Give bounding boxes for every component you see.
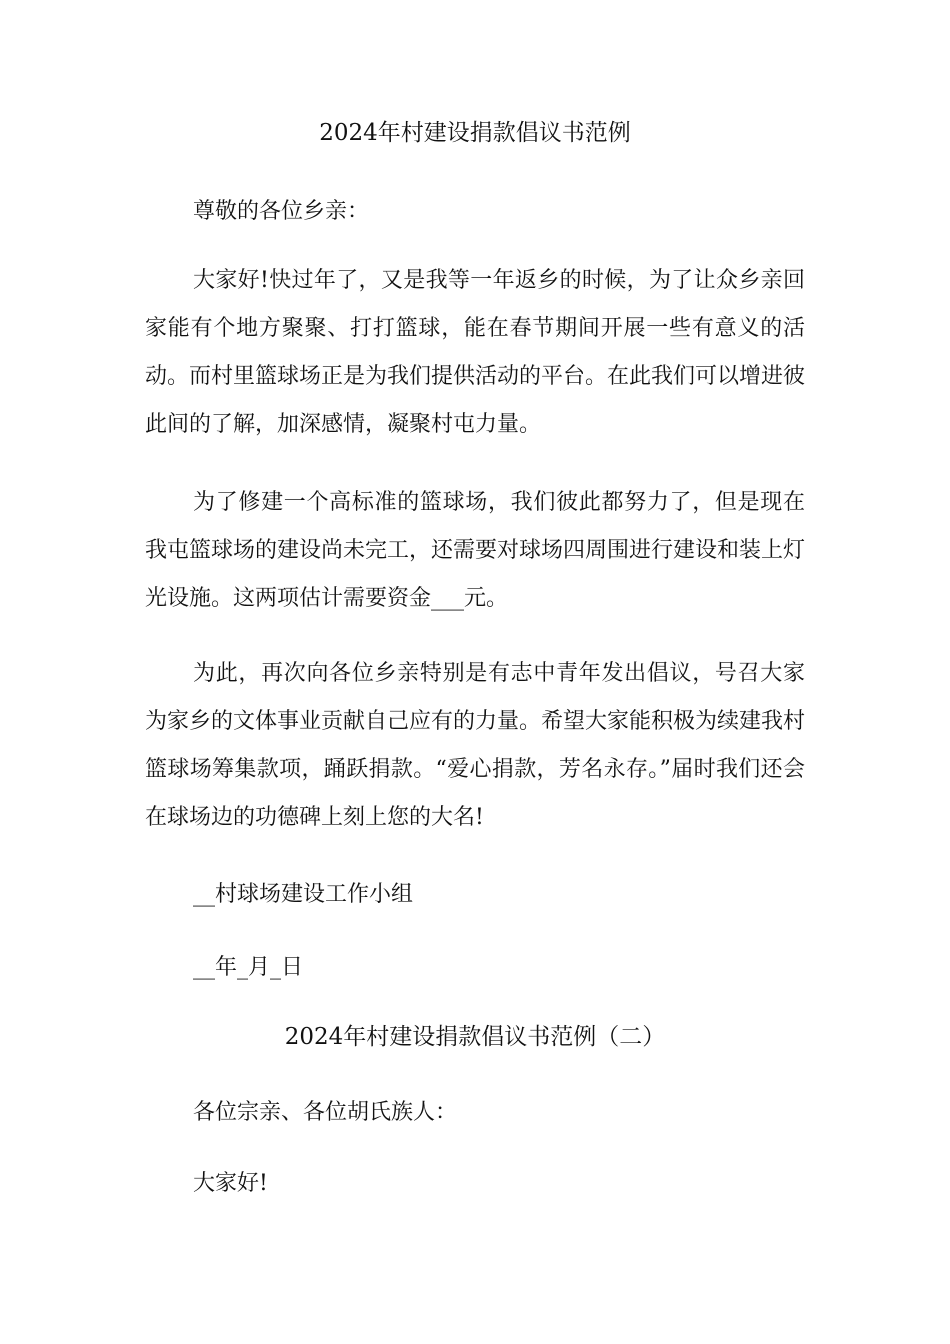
paragraph-2: 为了修建一个高标准的篮球场，我们彼此都努力了，但是现在我屯篮球场的建设尚未完工，还需要对球场四周围进行建设和装上灯光设施。这两项估计需要资金___元。 xyxy=(145,490,806,611)
signature-line: __村球场建设工作小组 xyxy=(193,882,414,907)
date-line: __年_月_日 xyxy=(193,955,304,980)
salutation-2: 各位宗亲、各位胡氏族人： xyxy=(193,1100,458,1125)
paragraph-3: 为此，再次向各位乡亲特别是有志中青年发出倡议，号召大家为家乡的文体事业贡献自己应有的力量。希望大家能积极为续建我村篮球场筹集款项，踊跃捐款。“爱心捐款，芳名永存。”届时我们还会在球场边的功德碑上刻上您的大名! xyxy=(145,661,806,830)
section-title-2: 2024年村建设捐款倡议书范例（二） xyxy=(284,1024,666,1050)
document-title: 2024年村建设捐款倡议书范例 xyxy=(319,120,631,146)
greeting-2: 大家好! xyxy=(193,1171,268,1196)
paragraph-1: 大家好!快过年了，又是我等一年返乡的时候，为了让众乡亲回家能有个地方聚聚、打打篮球，能在春节期间开展一些有意义的活动。而村里篮球场正是为我们提供活动的平台。在此我们可以增进彼此间的了解，加深感情，凝聚村屯力量。 xyxy=(145,268,806,437)
salutation: 尊敬的各位乡亲： xyxy=(193,199,370,224)
